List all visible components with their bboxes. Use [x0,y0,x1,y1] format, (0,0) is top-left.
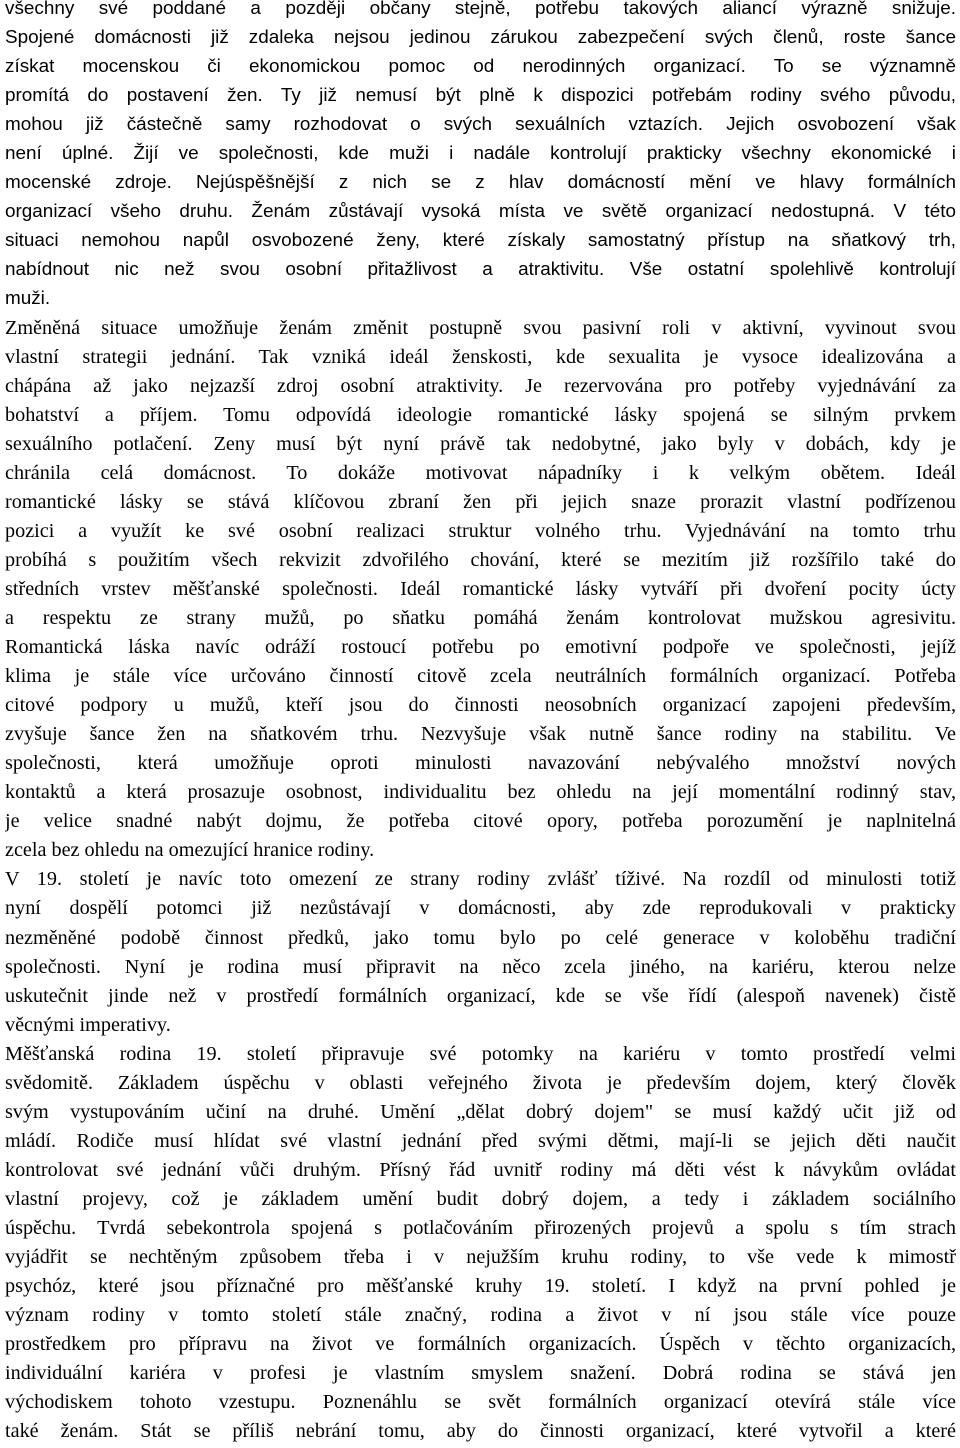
text-line: vlastní projevy, což je základem umění budit dobrý dojem, a tedy i základem sociálního [5,1187,956,1210]
text-line: úspěchu. Tvrdá sebekontrola spojená s potlačováním přirozených projevů a spolu s tím strach [5,1216,956,1239]
text-line: promítá do postavení žen. Ty již nemusí být plně k dispozici potřebám rodiny svého původu, [5,85,956,107]
text-line: všechny své poddané a později občany stejně, potřebu takových aliancí výrazně snižuje. [5,0,956,19]
text-line-last: věcnými imperativy. [5,1013,171,1036]
text-line: společnosti, která umožňuje oproti minulosti navazování nebývalého množství nových [5,752,956,775]
text-line: Měšťanská rodina 19. století připravuje své potomky na kariéru v tomto prostředí velmi [5,1042,956,1065]
document-page [5,0,956,1446]
text-line: kontaktů a která prosazuje osobnost, individualitu bez ohledu na její momentální rodinný stav, [5,781,956,804]
paragraph [5,0,956,314]
text-line: kontrolovat své jednání vůči druhým. Přísný řád uvnitř rodiny má děti vést k návykům ovládat [5,1158,956,1181]
paragraph [5,865,956,1039]
text-line: prostředkem pro přípravu na život ve formálních organizacích. Úspěch v těchto organizacích, [5,1333,956,1356]
text-line: význam rodiny v tomto století stále značný, rodina a život v ní jsou stále více pouze [5,1304,956,1327]
text-line: nezměněné podobě činnost předků, jako tomu bylo po celé generace v koloběhu tradiční [5,926,956,949]
text-line: klima je stále více určováno činností citově zcela neutrálních formálních organizací. Potřeba [5,665,956,688]
paragraph [5,314,956,866]
text-line: psychóz, které jsou příznačné pro měšťanské kruhy 19. století. I když na první pohled je [5,1275,956,1298]
text-line: zvyšuje šance žen na sňatkovém trhu. Nezvyšuje však nutně šance rodiny na stabilitu. Ve [5,723,956,746]
text-line: pozici a využít ke své osobní realizaci struktur volného trhu. Vyjednávání na tomto trhu [5,519,956,542]
text-line: středních vrstev měšťanské společnosti. Ideál romantické lásky vytváří při dvoření pocity úcty [5,577,956,600]
text-line: sexuálního potlačení. Zeny musí být nyní právě tak nedobytné, jako byly v dobách, kdy je [5,432,956,455]
text-line-last: muži. [5,288,51,310]
text-line: romantické lásky se stává klíčovou zbraní žen při jejich snaze prorazit vlastní podřízenou [5,490,956,513]
text-line: také ženám. Stát se příliš nebrání tomu, aby do činnosti organizací, které vytvořil a které [5,1420,956,1443]
text-line: vlastní strategii jednání. Tak vzniká ideál ženskosti, kde sexualita je vysoce idealizována a [5,345,956,368]
text-line: vyjádřit se nechtěným způsobem třeba i v nejužším kruhu rodiny, to vše vede k mimostř [5,1246,956,1269]
text-line: je velice snadné nabýt dojmu, že potřeba citové opory, potřeba porozumění je naplnitelná [5,810,956,833]
text-line: V 19. století je navíc toto omezení ze strany rodiny zvlášť tíživé. Na rozdíl od minulosti totiž [5,868,956,891]
text-line: mocenské zdroje. Nejúspěšnější z nich se z hlav domácností mění ve hlavy formálních [5,172,956,194]
text-line: Spojené domácnosti již zdaleka nejsou jedinou zárukou zabezpečení svých členů, roste šance [5,27,956,49]
text-line: není úplné. Žijí ve společnosti, kde muži i nadále kontrolují prakticky všechny ekonomické i [5,143,956,165]
text-line-last: zcela bez ohledu na omezující hranice rodiny. [5,839,375,862]
text-line: a respektu ze strany mužů, po sňatku pomáhá ženám kontrolovat mužskou agresivitu. [5,606,956,629]
text-line: východiskem tohoto vzestupu. Poznenáhlu se svět formálních organizací otevírá stále více [5,1391,956,1414]
text-line: situaci nemohou napůl osvobozené ženy, které získaly samostatný přístup na sňatkový trh, [5,230,956,252]
text-line: společnosti. Nyní je rodina musí připravit na něco zcela jiného, na kariéru, kterou nelze [5,955,956,978]
text-line: chránila celá domácnost. To dokáže motivovat nápadníky i k velkým obětem. Ideál [5,461,956,484]
text-line: svým vystupováním učiní na druhé. Umění „dělat dobrý dojem" se musí každý učit již od [5,1100,956,1123]
text-line: probíhá s použitím všech rekvizit zdvořilého chování, které se mezitím již rozšířilo také do [5,548,956,571]
paragraph [5,1040,956,1447]
text-line: získat mocenskou či ekonomickou pomoc od nerodinných organizací. To se významně [5,56,956,78]
text-line: nabídnout nic než svou osobní přitažlivost a atraktivitu. Vše ostatní spolehlivě kontrolují [5,259,956,281]
text-line: chápána až jako nejzazší zdroj osobní atraktivity. Je rezervována pro potřeby vyjednávání za [5,374,956,397]
text-line: Změněná situace umožňuje ženám změnit postupně svou pasivní roli v aktivní, vyvinout svou [5,316,956,339]
text-line: svědomitě. Základem úspěchu v oblasti veřejného života je především dojem, který člověk [5,1071,956,1094]
text-line: Romantická láska navíc odráží rostoucí potřebu po emotivní podpoře ve společnosti, jejíž [5,636,956,659]
text-line: mládí. Rodiče musí hlídat své vlastní jednání před svými dětmi, mají-li se jejich děti naučit [5,1129,956,1152]
text-line: individuální kariéra v profesi je vlastním smyslem snažení. Dobrá rodina se stává jen [5,1362,956,1385]
text-line: citové podpory u mužů, kteří jsou do činnosti neosobních organizací zapojeni především, [5,694,956,717]
text-line: mohou již částečně samy rozhodovat o svých sexuálních vztazích. Jejich osvobození však [5,114,956,136]
text-line: bohatství a příjem. Tomu odpovídá ideologie romantické lásky spojená se silným prvkem [5,403,956,426]
text-line: organizací všeho druhu. Ženám zůstávají vysoká místa ve světě organizací nedostupná. V této [5,201,956,223]
text-line: uskutečnit jinde než v prostředí formálních organizací, kde se vše řídí (alespoň navenek) čistě [5,984,956,1007]
text-line: nyní dospělí potomci již nezůstávají v domácnosti, aby zde reprodukovali v prakticky [5,897,956,920]
